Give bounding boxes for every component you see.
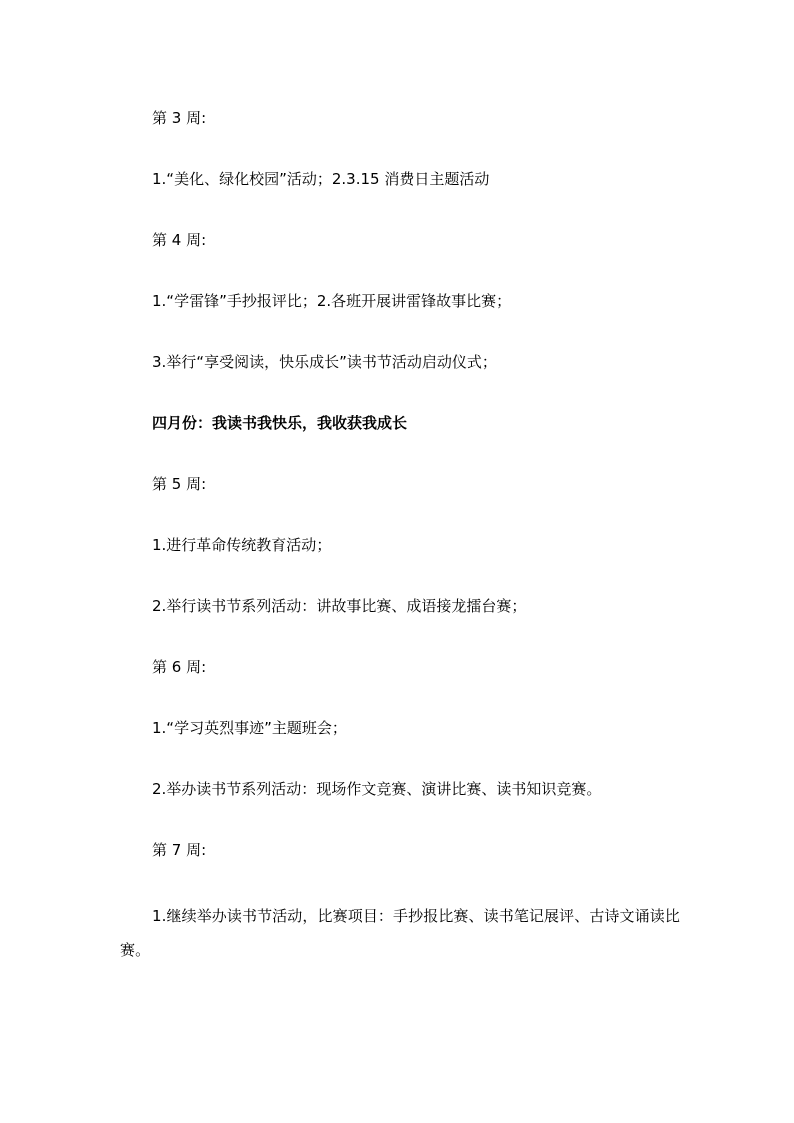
- week-5-activities-1: 1.进行革命传统教育活动；: [152, 536, 332, 554]
- week-6-activities-1: 1.“学习英烈事迹”主题班会；: [152, 719, 347, 737]
- week-3-activities: 1.“美化、绿化校园”活动；2.3.15 消费日主题活动: [152, 170, 490, 188]
- week-4-activities-1: 1.“学雷锋”手抄报评比；2.各班开展讲雷锋故事比赛；: [152, 292, 512, 310]
- april-section-heading: 四月份：我读书我快乐，我收获我成长: [152, 414, 408, 432]
- week-3-heading: 第 3 周:: [152, 109, 207, 127]
- week-6-activities-2: 2.举办读书节系列活动：现场作文竞赛、演讲比赛、读书知识竞赛。: [152, 780, 602, 798]
- week-4-heading: 第 4 周:: [152, 231, 207, 249]
- week-7-activities-1: 1.继续举办读书节活动，比赛项目：手抄报比赛、读书笔记展评、古诗文诵读比赛。: [120, 907, 680, 959]
- week-5-activities-2: 2.举行读书节系列活动：讲故事比赛、成语接龙擂台赛；: [152, 597, 527, 615]
- week-7-heading: 第 7 周:: [152, 841, 207, 859]
- week-5-heading: 第 5 周:: [152, 475, 207, 493]
- week-4-activities-2: 3.举行“享受阅读，快乐成长”读书节活动启动仪式；: [152, 353, 497, 371]
- week-6-heading: 第 6 周:: [152, 658, 207, 676]
